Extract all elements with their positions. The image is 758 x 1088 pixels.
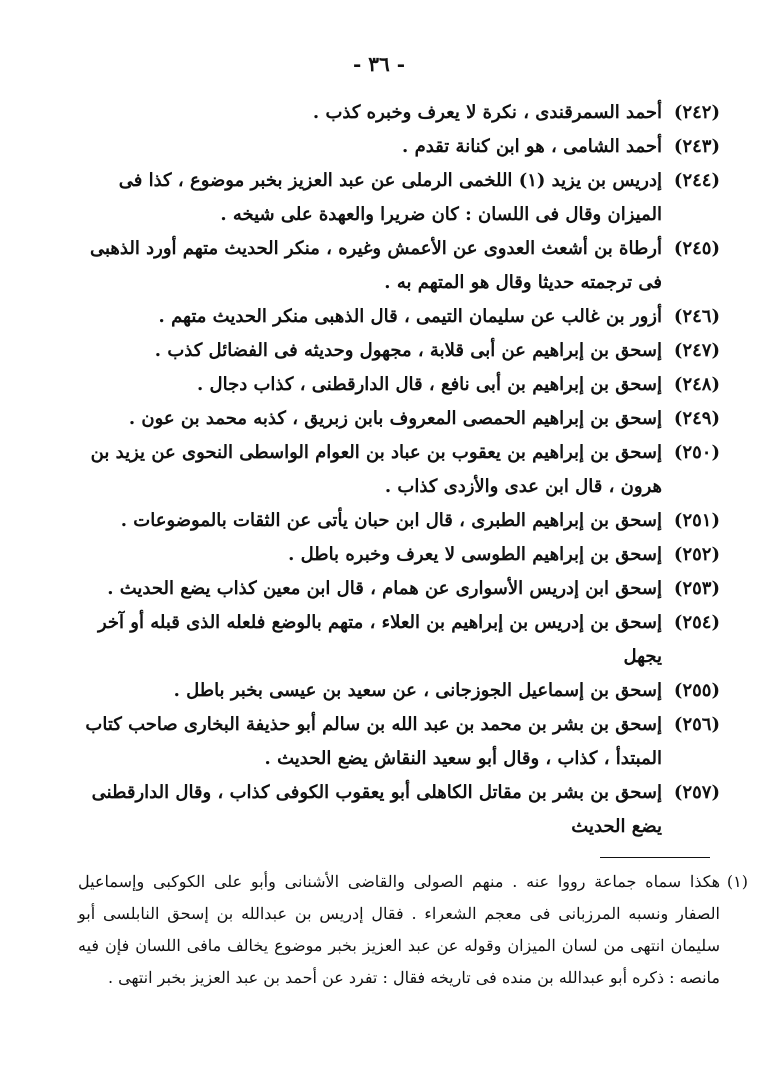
entry-text: أحمد السمرقندى ، نكرة لا يعرف وخبره كذب . xyxy=(312,102,662,123)
entry-255 xyxy=(78,674,720,708)
footnote-marker: (١) xyxy=(726,872,748,891)
entry-text: إسحق ابن إدريس الأسوارى عن همام ، قال ابن معين كذاب يضع الحديث . xyxy=(107,578,662,599)
entry-number: (٢٥٣) xyxy=(673,578,720,599)
entry-text: إسحق بن إبراهيم الحمصى المعروف بابن زبريق ، كذبه محمد بن عون . xyxy=(128,408,662,429)
entries-list xyxy=(78,96,720,844)
entry-252 xyxy=(78,538,720,572)
entry-text: إسحق بن بشر بن مقاتل الكاهلى أبو يعقوب الكوفى كذاب ، وقال الدارقطنى يضع الحديث xyxy=(91,782,662,837)
entry-number: (٢٤٣) xyxy=(673,136,720,157)
entry-text: أزور بن غالب عن سليمان التيمى ، قال الذهبى منكر الحديث متهم . xyxy=(158,306,662,327)
entry-text: أرطاة بن أشعث العدوى عن الأعمش وغيره ، منكر الحديث متهم أورد الذهبى فى ترجمته حديثا وقال هو المتهم به . xyxy=(90,238,662,293)
entry-242 xyxy=(78,96,720,130)
entry-text: إسحق بن إبراهيم بن أبى نافع ، قال الدارقطنى ، كذاب دجال . xyxy=(196,374,662,395)
entry-247 xyxy=(78,334,720,368)
entry-246 xyxy=(78,300,720,334)
entry-text: إسحق بن إبراهيم عن أبى قلابة ، مجهول وحديثه فى الفضائل كذب . xyxy=(154,340,662,361)
page-number: - ٣٦ - xyxy=(352,52,405,76)
entry-number: (٢٤٢) xyxy=(673,102,720,123)
entry-text: إسحق بن إبراهيم بن يعقوب بن عباد بن العوام الواسطى النحوى عن يزيد بن هرون ، قال ابن عدى والأزدى كذاب . xyxy=(90,442,662,497)
entry-number: (٢٥٤) xyxy=(673,612,720,633)
entry-text: إسحق بن إسماعيل الجوزجانى ، عن سعيد بن عيسى بخبر باطل . xyxy=(173,680,662,701)
entry-250 xyxy=(78,436,720,504)
entry-243 xyxy=(78,130,720,164)
entry-number: (٢٤٨) xyxy=(673,374,720,395)
entry-text: أحمد الشامى ، هو ابن كنانة تقدم . xyxy=(402,136,662,157)
entry-number: (٢٥٢) xyxy=(673,544,720,565)
entry-text: إسحق بن بشر بن محمد بن عبد الله بن سالم أبو حذيفة البخارى صاحب كتاب المبتدأ ، كذاب ، وقال أبو سعيد النقاش يضع الحديث . xyxy=(85,714,662,769)
entry-number: (٢٤٩) xyxy=(673,408,720,429)
entry-number: (٢٥١) xyxy=(673,510,720,531)
entry-253 xyxy=(78,572,720,606)
footnote xyxy=(78,866,748,994)
entry-number: (٢٥٧) xyxy=(673,782,720,803)
entry-number: (٢٥٥) xyxy=(673,680,720,701)
entry-number: (٢٤٥) xyxy=(673,238,720,259)
entry-number: (٢٤٧) xyxy=(673,340,720,361)
entry-248 xyxy=(78,368,720,402)
entry-245 xyxy=(78,232,720,300)
entry-244 xyxy=(78,164,720,232)
entry-number: (٢٥٠) xyxy=(673,442,720,463)
entry-254 xyxy=(78,606,720,674)
entry-number: (٢٥٦) xyxy=(673,714,720,735)
entry-number: (٢٤٤) xyxy=(673,170,720,191)
footnote-divider xyxy=(600,857,710,858)
entry-number: (٢٤٦) xyxy=(673,306,720,327)
entry-251 xyxy=(78,504,720,538)
entry-257 xyxy=(78,776,720,844)
entry-256 xyxy=(78,708,720,776)
entry-text: إسحق بن إبراهيم الطوسى لا يعرف وخبره باطل . xyxy=(288,544,662,565)
entry-text: إدريس بن يزيد (١) اللخمى الرملى عن عبد العزيز بخبر موضوع ، كذا فى الميزان وقال فى اللسان : كان ضريرا والعهدة على شيخه . xyxy=(118,170,662,225)
entry-249 xyxy=(78,402,720,436)
footnote-text: هكذا سماه جماعة رووا عنه . منهم الصولى والقاضى الأشنانى وأبو على الكوكبى وإسماعيل الصفار ونسبه المرزبانى فى معجم الشعراء . فقال إدريس بن عبدالله بن إسحق النابلسى أبو سليمان انتهى من لسان الميزان وقوله عن عبد العزيز بخبر موضوع يخالف مافى اللسان فإن فيه مانصه : ذكره أبو عبدالله بن منده فى تاريخه فقال : تفرد عن أحمد بن عبد العزيز بخبر انتهى . xyxy=(78,872,720,987)
entry-text: إسحق بن إدريس بن إبراهيم بن العلاء ، متهم بالوضع فلعله الذى قبله أو آخر يجهل xyxy=(97,612,662,667)
entry-text: إسحق بن إبراهيم الطبرى ، قال ابن حبان يأتى عن الثقات بالموضوعات . xyxy=(120,510,662,531)
